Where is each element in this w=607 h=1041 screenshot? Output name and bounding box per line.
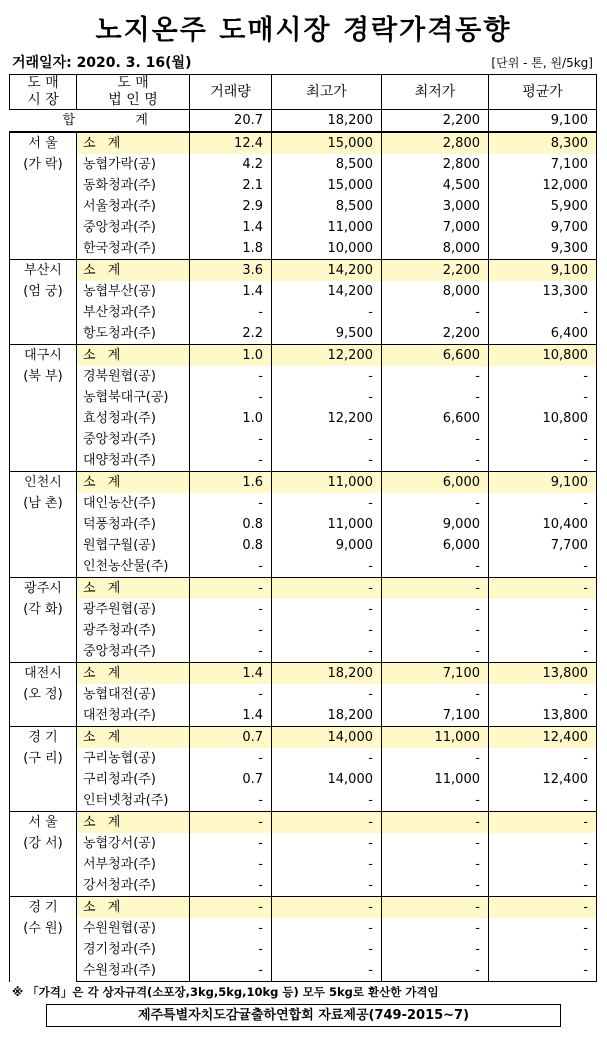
- company-name: 항도청과(주): [77, 323, 190, 345]
- volume-cell: -: [190, 812, 272, 834]
- avg-price-cell: -: [489, 790, 597, 812]
- subtotal-label: 소 계: [77, 472, 190, 494]
- volume-cell: 2.9: [190, 196, 272, 217]
- market-name-cell: [10, 578, 77, 663]
- volume-cell: 12.4: [190, 132, 272, 154]
- volume-cell: -: [190, 556, 272, 578]
- grand-total-row: [10, 110, 597, 133]
- max-price-cell: -: [272, 556, 382, 578]
- max-price-cell: -: [272, 366, 382, 387]
- max-price-cell: -: [272, 854, 382, 875]
- min-price-cell: -: [382, 748, 489, 769]
- table-row: [10, 556, 597, 578]
- min-price-cell: 8,000: [382, 281, 489, 302]
- table-row: [10, 854, 597, 875]
- min-price-cell: -: [382, 854, 489, 875]
- subtotal-row: [10, 472, 597, 494]
- volume-cell: 0.8: [190, 535, 272, 556]
- market-location: (구 리): [23, 751, 63, 766]
- table-row: [10, 790, 597, 812]
- table-row: [10, 599, 597, 620]
- max-price-cell: -: [272, 875, 382, 897]
- avg-price-cell: -: [489, 641, 597, 663]
- volume-cell: -: [190, 918, 272, 939]
- avg-price-cell: 13,800: [489, 705, 597, 727]
- market-location: (북 부): [23, 369, 63, 384]
- min-price-cell: -: [382, 960, 489, 982]
- volume-cell: -: [190, 429, 272, 450]
- company-name: 인천농산물(주): [77, 556, 190, 578]
- header-min-price: 최저가: [382, 75, 489, 110]
- company-name: 강서청과(주): [77, 875, 190, 897]
- table-row: [10, 514, 597, 535]
- source-credit: 제주특별자치도감귤출하연합회 자료제공(749-2015~7): [46, 1004, 561, 1027]
- company-name: 중앙청과(주): [77, 217, 190, 238]
- volume-cell: -: [190, 599, 272, 620]
- volume-cell: -: [190, 684, 272, 705]
- avg-price-cell: -: [489, 918, 597, 939]
- min-price-cell: -: [382, 429, 489, 450]
- min-price-cell: -: [382, 599, 489, 620]
- volume-cell: -: [190, 833, 272, 854]
- avg-price-cell: 10,800: [489, 345, 597, 367]
- volume-cell: -: [190, 790, 272, 812]
- min-price-cell: -: [382, 493, 489, 514]
- volume-cell: 0.7: [190, 769, 272, 790]
- company-name: 효성청과(주): [77, 408, 190, 429]
- min-price-cell: -: [382, 302, 489, 323]
- volume-cell: -: [190, 875, 272, 897]
- company-name: 광주청과(주): [77, 620, 190, 641]
- min-price-cell: 7,100: [382, 663, 489, 685]
- company-name: 농협가락(공): [77, 154, 190, 175]
- company-name: 구리농협(공): [77, 748, 190, 769]
- market-name: 부산시: [24, 263, 62, 278]
- company-name: 서부청과(주): [77, 854, 190, 875]
- table-row: [10, 960, 597, 982]
- company-name: 한국청과(주): [77, 238, 190, 260]
- volume-cell: -: [190, 302, 272, 323]
- min-price-cell: -: [382, 450, 489, 472]
- volume-cell: -: [190, 387, 272, 408]
- avg-price-cell: 10,800: [489, 408, 597, 429]
- min-price-cell: -: [382, 812, 489, 834]
- market-name-cell: [10, 132, 77, 260]
- subtotal-label: 소 계: [77, 260, 190, 282]
- max-price-cell: -: [272, 493, 382, 514]
- avg-price-cell: 10,400: [489, 514, 597, 535]
- max-price-cell: 11,000: [272, 514, 382, 535]
- avg-price-cell: -: [489, 960, 597, 982]
- header-company-line2: 법 인 명: [108, 92, 158, 108]
- min-price-cell: 6,000: [382, 535, 489, 556]
- volume-cell: -: [190, 854, 272, 875]
- company-name: 서울청과(주): [77, 196, 190, 217]
- min-price-cell: -: [382, 578, 489, 600]
- max-price-cell: 14,000: [272, 727, 382, 749]
- subtotal-row: [10, 578, 597, 600]
- header-company-line1: 도 매: [117, 75, 149, 91]
- table-row: [10, 705, 597, 727]
- company-name: 농협대전(공): [77, 684, 190, 705]
- market-name-cell: [10, 812, 77, 897]
- header-row: [10, 75, 597, 110]
- table-row: [10, 366, 597, 387]
- max-price-cell: -: [272, 748, 382, 769]
- market-location: (강 서): [23, 836, 63, 851]
- volume-cell: 1.0: [190, 345, 272, 367]
- min-price-cell: -: [382, 939, 489, 960]
- market-name: 대구시: [24, 348, 62, 363]
- max-price-cell: -: [272, 812, 382, 834]
- max-price-cell: -: [272, 897, 382, 919]
- volume-cell: 1.8: [190, 238, 272, 260]
- subtotal-label: 소 계: [77, 132, 190, 154]
- company-name: 부산청과(주): [77, 302, 190, 323]
- market-name-cell: [10, 897, 77, 982]
- min-price-cell: -: [382, 897, 489, 919]
- max-price-cell: 9,000: [272, 535, 382, 556]
- header-avg-price: 평균가: [489, 75, 597, 110]
- min-price-cell: -: [382, 875, 489, 897]
- company-name: 인터넷청과(주): [77, 790, 190, 812]
- company-name: 동화청과(주): [77, 175, 190, 196]
- price-footnote: ※ 「가격」은 각 상자규격(소포장,3kg,5kg,10kg 등) 모두 5kg로 환산한 가격임: [12, 985, 439, 999]
- max-price-cell: 12,200: [272, 408, 382, 429]
- max-price-cell: 14,200: [272, 281, 382, 302]
- company-name: 경기청과(주): [77, 939, 190, 960]
- table-row: [10, 281, 597, 302]
- volume-cell: 3.6: [190, 260, 272, 282]
- max-price-cell: -: [272, 684, 382, 705]
- company-name: 구리청과(주): [77, 769, 190, 790]
- subtotal-row: [10, 345, 597, 367]
- avg-price-cell: -: [489, 302, 597, 323]
- max-price-cell: -: [272, 939, 382, 960]
- unit-label: [단위 - 톤, 원/5kg]: [491, 56, 593, 70]
- market-location: (각 화): [23, 602, 63, 617]
- subtotal-label: 소 계: [77, 578, 190, 600]
- max-price-cell: -: [272, 578, 382, 600]
- table-row: [10, 196, 597, 217]
- price-table: [9, 74, 597, 982]
- volume-cell: 1.4: [190, 663, 272, 685]
- header-company: [77, 75, 190, 110]
- avg-price-cell: -: [489, 450, 597, 472]
- avg-price-cell: -: [489, 812, 597, 834]
- subtotal-label: 소 계: [77, 727, 190, 749]
- min-price-cell: 11,000: [382, 727, 489, 749]
- market-location: (오 정): [23, 687, 63, 702]
- company-name: 농협북대구(공): [77, 387, 190, 408]
- min-price-cell: -: [382, 833, 489, 854]
- market-name-cell: [10, 472, 77, 578]
- max-price-cell: 15,000: [272, 132, 382, 154]
- table-row: [10, 387, 597, 408]
- company-name: 원협구월(공): [77, 535, 190, 556]
- market-name-cell: [10, 663, 77, 727]
- market-name: 경 기: [28, 730, 58, 745]
- table-row: [10, 217, 597, 238]
- subtotal-label: 소 계: [77, 897, 190, 919]
- min-price-cell: 3,000: [382, 196, 489, 217]
- max-price-cell: -: [272, 960, 382, 982]
- volume-cell: 1.4: [190, 217, 272, 238]
- min-price-cell: -: [382, 387, 489, 408]
- market-location: (수 원): [23, 921, 63, 936]
- trade-date: 거래일자: 2020. 3. 16(월): [12, 55, 192, 71]
- subtotal-label: 소 계: [77, 663, 190, 685]
- grand-total-volume: 20.7: [190, 110, 272, 133]
- avg-price-cell: 7,100: [489, 154, 597, 175]
- company-name: 농협부산(공): [77, 281, 190, 302]
- volume-cell: -: [190, 493, 272, 514]
- min-price-cell: 7,000: [382, 217, 489, 238]
- max-price-cell: -: [272, 302, 382, 323]
- max-price-cell: -: [272, 918, 382, 939]
- min-price-cell: -: [382, 641, 489, 663]
- company-name: 덕풍청과(주): [77, 514, 190, 535]
- max-price-cell: -: [272, 599, 382, 620]
- avg-price-cell: -: [489, 748, 597, 769]
- table-row: [10, 302, 597, 323]
- header-market-line2: 시 장: [27, 92, 59, 108]
- max-price-cell: -: [272, 641, 382, 663]
- max-price-cell: 9,500: [272, 323, 382, 345]
- market-name: 대전시: [24, 666, 62, 681]
- table-row: [10, 429, 597, 450]
- market-name: 광주시: [24, 581, 62, 596]
- min-price-cell: 7,100: [382, 705, 489, 727]
- table-row: [10, 238, 597, 260]
- avg-price-cell: 9,300: [489, 238, 597, 260]
- company-name: 중앙청과(주): [77, 429, 190, 450]
- subtotal-row: [10, 812, 597, 834]
- header-volume: 거래량: [190, 75, 272, 110]
- header-market-line1: 도 매: [27, 75, 59, 91]
- table-row: [10, 493, 597, 514]
- avg-price-cell: -: [489, 854, 597, 875]
- avg-price-cell: 12,000: [489, 175, 597, 196]
- grand-total-min: 2,200: [382, 110, 489, 133]
- min-price-cell: 6,000: [382, 472, 489, 494]
- max-price-cell: 18,200: [272, 663, 382, 685]
- volume-cell: -: [190, 897, 272, 919]
- max-price-cell: -: [272, 790, 382, 812]
- min-price-cell: 6,600: [382, 345, 489, 367]
- report-title: 노지온주 도매시장 경락가격동향: [95, 15, 512, 46]
- avg-price-cell: 8,300: [489, 132, 597, 154]
- header-market: [10, 75, 77, 110]
- market-location: (가 락): [23, 157, 63, 172]
- subtotal-row: [10, 897, 597, 919]
- market-name-cell: [10, 260, 77, 345]
- table-row: [10, 620, 597, 641]
- volume-cell: -: [190, 960, 272, 982]
- avg-price-cell: 13,800: [489, 663, 597, 685]
- table-row: [10, 769, 597, 790]
- max-price-cell: 8,500: [272, 154, 382, 175]
- company-name: 농협강서(공): [77, 833, 190, 854]
- table-row: [10, 641, 597, 663]
- avg-price-cell: -: [489, 620, 597, 641]
- company-name: 광주원협(공): [77, 599, 190, 620]
- volume-cell: 1.4: [190, 705, 272, 727]
- grand-total-avg: 9,100: [489, 110, 597, 133]
- grand-total-max: 18,200: [272, 110, 382, 133]
- market-name: 서 울: [28, 136, 58, 151]
- avg-price-cell: -: [489, 429, 597, 450]
- volume-cell: -: [190, 366, 272, 387]
- min-price-cell: 2,800: [382, 132, 489, 154]
- table-row: [10, 684, 597, 705]
- max-price-cell: 11,000: [272, 217, 382, 238]
- avg-price-cell: -: [489, 599, 597, 620]
- max-price-cell: -: [272, 387, 382, 408]
- avg-price-cell: -: [489, 493, 597, 514]
- volume-cell: -: [190, 578, 272, 600]
- market-name-cell: [10, 345, 77, 472]
- table-row: [10, 918, 597, 939]
- avg-price-cell: 12,400: [489, 727, 597, 749]
- max-price-cell: -: [272, 833, 382, 854]
- table-row: [10, 323, 597, 345]
- min-price-cell: 4,500: [382, 175, 489, 196]
- avg-price-cell: -: [489, 939, 597, 960]
- table-row: [10, 450, 597, 472]
- max-price-cell: 11,000: [272, 472, 382, 494]
- avg-price-cell: 13,300: [489, 281, 597, 302]
- max-price-cell: 18,200: [272, 705, 382, 727]
- volume-cell: -: [190, 641, 272, 663]
- min-price-cell: 6,600: [382, 408, 489, 429]
- company-name: 수원원협(공): [77, 918, 190, 939]
- volume-cell: 1.0: [190, 408, 272, 429]
- max-price-cell: -: [272, 620, 382, 641]
- min-price-cell: -: [382, 556, 489, 578]
- min-price-cell: -: [382, 684, 489, 705]
- volume-cell: -: [190, 620, 272, 641]
- subtotal-row: [10, 260, 597, 282]
- max-price-cell: -: [272, 450, 382, 472]
- volume-cell: 2.1: [190, 175, 272, 196]
- company-name: 중앙청과(주): [77, 641, 190, 663]
- subtotal-row: [10, 663, 597, 685]
- avg-price-cell: 5,900: [489, 196, 597, 217]
- volume-cell: -: [190, 939, 272, 960]
- market-name: 경 기: [28, 900, 58, 915]
- volume-cell: 1.4: [190, 281, 272, 302]
- subtotal-label: 소 계: [77, 345, 190, 367]
- market-location: (남 촌): [23, 496, 63, 511]
- avg-price-cell: 9,700: [489, 217, 597, 238]
- volume-cell: -: [190, 450, 272, 472]
- avg-price-cell: -: [489, 578, 597, 600]
- company-name: 대인농산(주): [77, 493, 190, 514]
- header-max-price: 최고가: [272, 75, 382, 110]
- subtotal-row: [10, 727, 597, 749]
- volume-cell: 1.6: [190, 472, 272, 494]
- market-name: 인천시: [24, 475, 62, 490]
- table-row: [10, 939, 597, 960]
- market-location: (엄 궁): [23, 284, 63, 299]
- min-price-cell: -: [382, 790, 489, 812]
- volume-cell: -: [190, 748, 272, 769]
- min-price-cell: -: [382, 620, 489, 641]
- min-price-cell: 9,000: [382, 514, 489, 535]
- table-row: [10, 875, 597, 897]
- min-price-cell: -: [382, 918, 489, 939]
- avg-price-cell: -: [489, 387, 597, 408]
- avg-price-cell: 9,100: [489, 472, 597, 494]
- min-price-cell: 2,200: [382, 260, 489, 282]
- avg-price-cell: -: [489, 833, 597, 854]
- company-name: 대양청과(주): [77, 450, 190, 472]
- max-price-cell: 12,200: [272, 345, 382, 367]
- avg-price-cell: 7,700: [489, 535, 597, 556]
- subtotal-label: 소 계: [77, 812, 190, 834]
- avg-price-cell: -: [489, 366, 597, 387]
- table-row: [10, 408, 597, 429]
- market-name-cell: [10, 727, 77, 812]
- table-row: [10, 535, 597, 556]
- volume-cell: 2.2: [190, 323, 272, 345]
- max-price-cell: 10,000: [272, 238, 382, 260]
- min-price-cell: 2,800: [382, 154, 489, 175]
- avg-price-cell: -: [489, 684, 597, 705]
- avg-price-cell: -: [489, 875, 597, 897]
- max-price-cell: -: [272, 429, 382, 450]
- avg-price-cell: 9,100: [489, 260, 597, 282]
- table-row: [10, 175, 597, 196]
- avg-price-cell: -: [489, 897, 597, 919]
- subtotal-row: [10, 132, 597, 154]
- table-row: [10, 748, 597, 769]
- table-row: [10, 833, 597, 854]
- avg-price-cell: -: [489, 556, 597, 578]
- table-row: [10, 154, 597, 175]
- company-name: 대전청과(주): [77, 705, 190, 727]
- max-price-cell: 15,000: [272, 175, 382, 196]
- company-name: 수원청과(주): [77, 960, 190, 982]
- min-price-cell: 8,000: [382, 238, 489, 260]
- min-price-cell: -: [382, 366, 489, 387]
- grand-total-label: 합 계: [10, 110, 190, 133]
- volume-cell: 4.2: [190, 154, 272, 175]
- max-price-cell: 8,500: [272, 196, 382, 217]
- avg-price-cell: 6,400: [489, 323, 597, 345]
- avg-price-cell: 12,400: [489, 769, 597, 790]
- min-price-cell: 2,200: [382, 323, 489, 345]
- volume-cell: 0.7: [190, 727, 272, 749]
- company-name: 경북원협(공): [77, 366, 190, 387]
- volume-cell: 0.8: [190, 514, 272, 535]
- market-name: 서 울: [28, 815, 58, 830]
- min-price-cell: 11,000: [382, 769, 489, 790]
- max-price-cell: 14,000: [272, 769, 382, 790]
- max-price-cell: 14,200: [272, 260, 382, 282]
